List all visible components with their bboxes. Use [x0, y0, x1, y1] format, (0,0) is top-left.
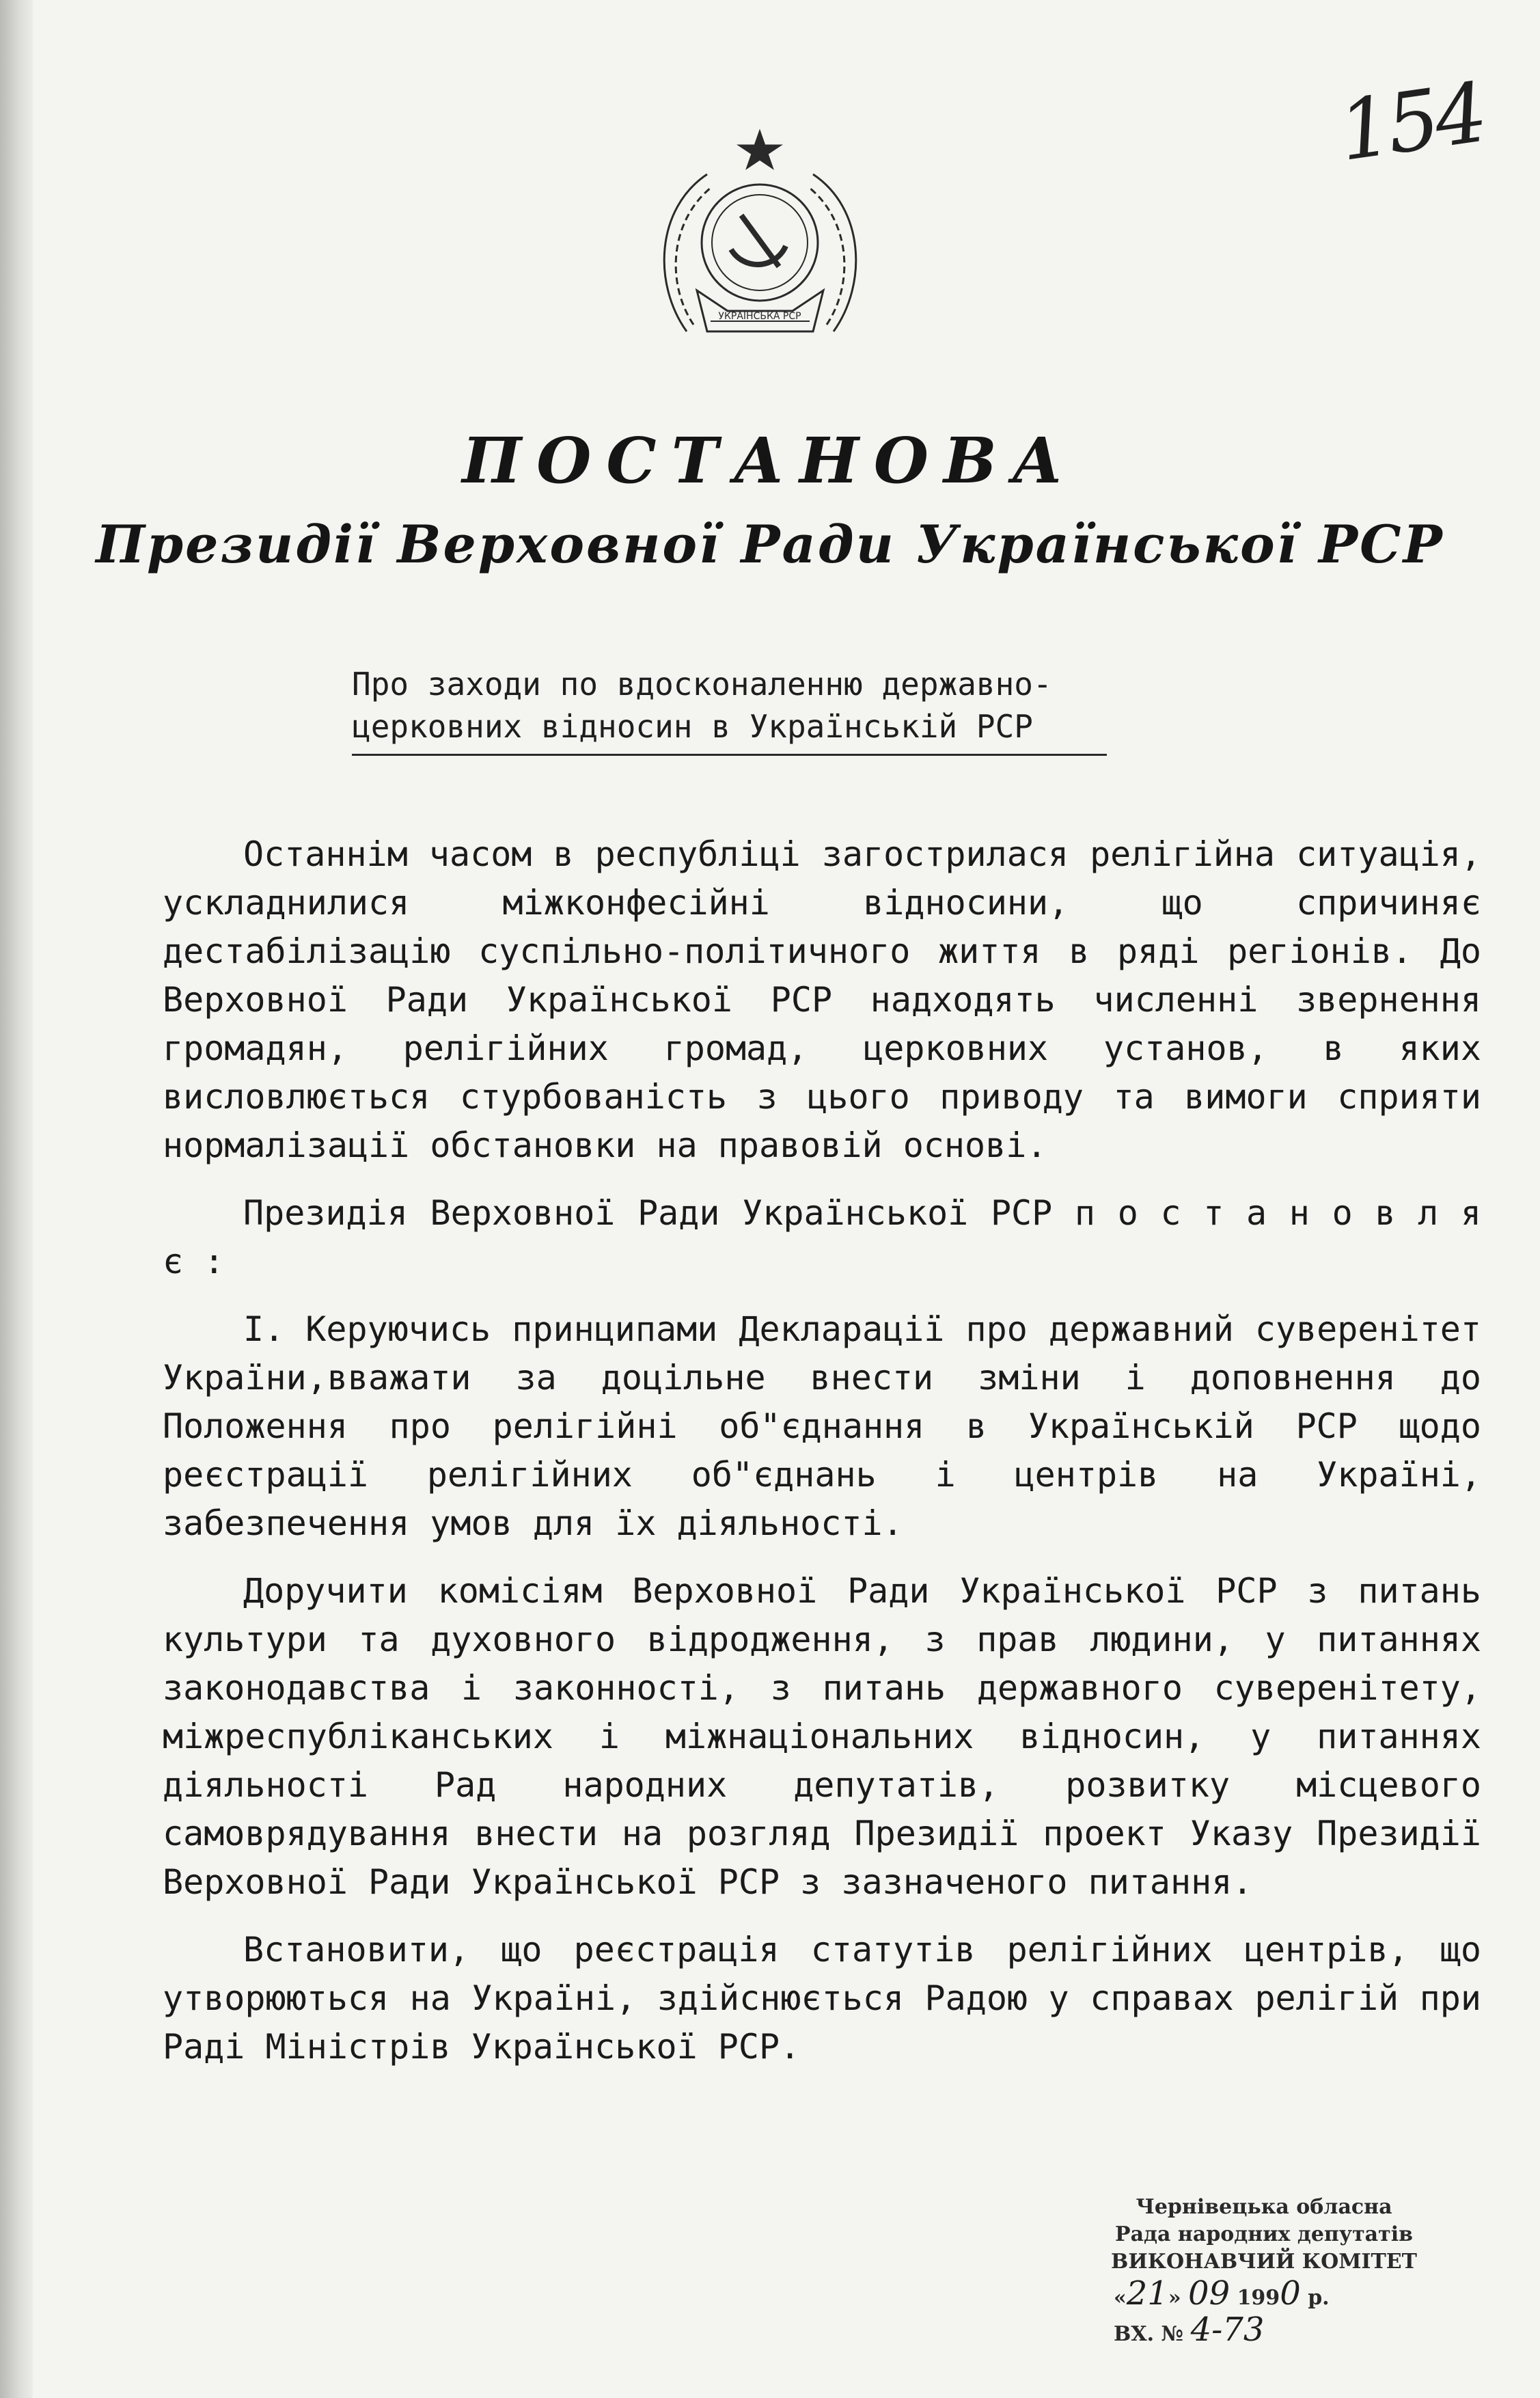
- coat-of-arms-icon: [646, 126, 875, 372]
- stamp-number-label: ВХ. №: [1114, 2322, 1184, 2346]
- paragraph-registration: Встановити, що реєстрація статутів релігійних центрів, що утворюються на Україні, здійснюється Радою у справах релігій при Раді Міністрів Української РСР.: [163, 1930, 1481, 2067]
- resolution-heading: [352, 663, 1172, 748]
- paragraph-item-1: І. Керуючись принципами Декларації про державний суверенітет України,вважати за доцільне внести зміни і доповнення до Положення про релігійні об"єднання в Українській РСР щодо реєстрації релігійних об"єднань і центрів на Україні, забезпечення умов для їх діяльності.: [163, 1309, 1481, 1543]
- stamp-number-value: 4-73: [1190, 2311, 1265, 2349]
- stamp-line-council: Рада народних депутатів: [1115, 2222, 1413, 2246]
- heading-line-1: Про заходи по вдосконаленню державно-: [352, 666, 1052, 703]
- stamp-date-open: «: [1114, 2286, 1127, 2310]
- emblem-ribbon-text: УКРАЇНСЬКА РСР: [718, 311, 801, 322]
- paragraph-commissions: Доручити комісіям Верховної Ради Української РСР з питань культури та духовного відродження, з прав людини, у питаннях законодавства і законності, з питань державного суверенітету, міжреспубліканських і міжнаціональних відносин, у питаннях діяльності Рад народних депутатів, розвитку місцевого самоврядування внести на розгляд Президії проект Указу Президії Верховної Ради Української РСР з зазначеного питання.: [163, 1571, 1481, 1902]
- stamp-date-suffix: р.: [1308, 2286, 1330, 2310]
- handwritten-page-number: 154: [1333, 65, 1489, 180]
- document-subtitle: Президії Верховної Ради Української РСР: [96, 514, 1444, 575]
- heading-line-2: церковних відносин в Українській РСР: [352, 708, 1033, 745]
- stamp-date-day: 21: [1126, 2274, 1168, 2313]
- document-title: ПОСТАНОВА: [462, 424, 1078, 498]
- paragraph-resolves: Президія Верховної Ради Української РСР п о с т а н о в л я є :: [163, 1193, 1481, 1281]
- stamp-line-committee: ВИКОНАВЧИЙ КОМІТЕТ: [1111, 2250, 1417, 2274]
- paragraph-intro: Останнім часом в республіці загострилася релігійна ситуація, ускладнилися міжконфесійні відносини, що спричиняє дестабілізацію суспільно-політичного життя в ряді регіонів. До Верховної Ради Української РСР надходять численні звернення громадян, релігійних громад, церковних установ, в яких висловлюється стурбованість з цього приводу та вимоги сприяти нормалізації обстановки на правовій основі.: [163, 834, 1481, 1165]
- stamp-date-year-hand: 0: [1280, 2274, 1301, 2313]
- page-left-edge: [0, 0, 33, 2398]
- stamp-number-row: [1086, 2311, 1442, 2349]
- star-icon: [740, 132, 780, 167]
- registration-stamp: [1086, 2194, 1442, 2348]
- stamp-date-close: »: [1168, 2286, 1181, 2310]
- document-body: [163, 830, 1481, 2090]
- stamp-date-month: 09: [1188, 2274, 1230, 2313]
- stamp-date-year-print: 199: [1237, 2286, 1280, 2310]
- stamp-date-row: [1086, 2274, 1442, 2313]
- stamp-line-region: Чернівецька обласна: [1136, 2195, 1392, 2219]
- heading-underline: [352, 754, 1107, 756]
